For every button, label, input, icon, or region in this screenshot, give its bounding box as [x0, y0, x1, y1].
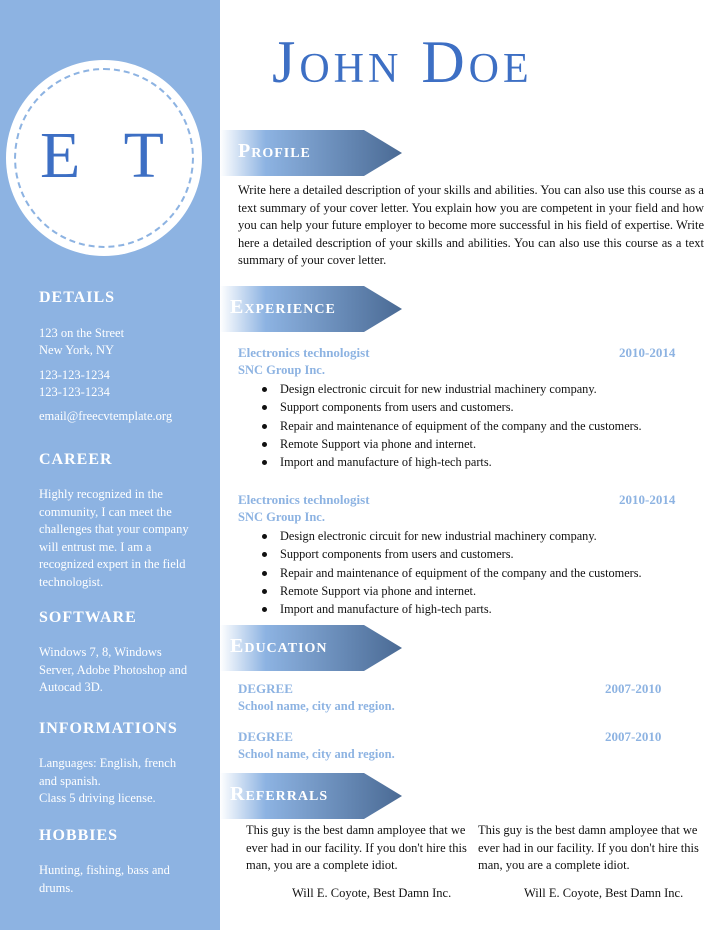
profile-banner [220, 130, 402, 176]
school-name: School name, city and region. [238, 699, 395, 713]
software-heading: SOFTWARE [39, 609, 137, 626]
education-title: Education [230, 635, 328, 657]
referral-signature: Will E. Coyote, Best Damn Inc. [524, 886, 684, 900]
details-heading: DETAILS [39, 289, 116, 306]
duty-item: Remote Support via phone and internet. [262, 582, 692, 600]
job-title: Electronics technologist [238, 345, 370, 360]
degree-years: 2007-2010 [605, 681, 662, 696]
duty-item: Design electronic circuit for new industrial machinery company. [262, 380, 692, 398]
duty-item: Repair and maintenance of equipment of the company and the customers. [262, 417, 692, 435]
career-heading: CAREER [39, 451, 113, 468]
profile-title: Profile [238, 140, 311, 162]
email-address: email@freecvtemplate.org [39, 409, 173, 423]
career-text: Highly recognized in the community, I can meet the challenges that your company will entrust me. I am a recognized expert in the field technologist. [39, 487, 189, 589]
referrals-title: Referrals [230, 783, 329, 805]
license-text: Class 5 driving license. [39, 791, 156, 805]
profile-text: Write here a detailed description of your skills and abilities. You can also use this course as a text summary of your cover letter. You explain how you are competent in your field and how you can help your future employer to become more successful in his field of expertise. Write here a detailed description of your skills and abilities. You can also use this course as a text summary of your cover letter. [238, 183, 704, 267]
duty-item: Design electronic circuit for new industrial machinery company. [262, 527, 692, 545]
phone-2: 123-123-1234 [39, 385, 110, 399]
referral-quote: This guy is the best damn amployee that we ever had in our facility. If you don't hire this man, you are a complete idiot. [478, 823, 699, 872]
address-line1: 123 on the Street [39, 326, 125, 340]
job-company: SNC Group Inc. [238, 510, 325, 524]
informations-heading: INFORMATIONS [39, 720, 178, 737]
degree-label: DEGREE [238, 681, 293, 696]
address-line2: New York, NY [39, 343, 115, 357]
referrals-banner [220, 773, 402, 819]
degree-years: 2007-2010 [605, 729, 662, 744]
job-title: Electronics technologist [238, 492, 370, 507]
job-duties [262, 527, 692, 618]
duty-item: Remote Support via phone and internet. [262, 435, 692, 453]
degree-label: DEGREE [238, 729, 293, 744]
job-years: 2010-2014 [619, 345, 676, 360]
duty-item: Import and manufacture of high-tech parts. [262, 600, 692, 618]
school-name: School name, city and region. [238, 747, 395, 761]
referral-quote: This guy is the best damn amployee that we ever had in our facility. If you don't hire this man, you are a complete idiot. [246, 823, 467, 872]
hobbies-text: Hunting, fishing, bass and drums. [39, 863, 170, 895]
duty-item: Support components from users and customers. [262, 398, 692, 416]
duty-item: Repair and maintenance of equipment of the company and the customers. [262, 564, 692, 582]
job-years: 2010-2014 [619, 492, 676, 507]
experience-title: Experience [230, 296, 336, 318]
job-duties [262, 380, 692, 471]
education-banner [220, 625, 402, 671]
duty-item: Support components from users and customers. [262, 545, 692, 563]
monogram-initials: E T [40, 119, 178, 192]
monogram-badge [6, 60, 202, 256]
phone-1: 123-123-1234 [39, 368, 110, 382]
candidate-name: John Doe [272, 29, 533, 95]
sidebar [0, 0, 220, 930]
referral-signature: Will E. Coyote, Best Damn Inc. [292, 886, 452, 900]
software-text: Windows 7, 8, Windows Server, Adobe Photoshop and Autocad 3D. [39, 645, 188, 694]
hobbies-heading: HOBBIES [39, 827, 119, 844]
job-company: SNC Group Inc. [238, 363, 325, 377]
duty-item: Import and manufacture of high-tech parts. [262, 453, 692, 471]
experience-banner [220, 286, 402, 332]
languages-text: Languages: English, french and spanish. [39, 756, 177, 788]
